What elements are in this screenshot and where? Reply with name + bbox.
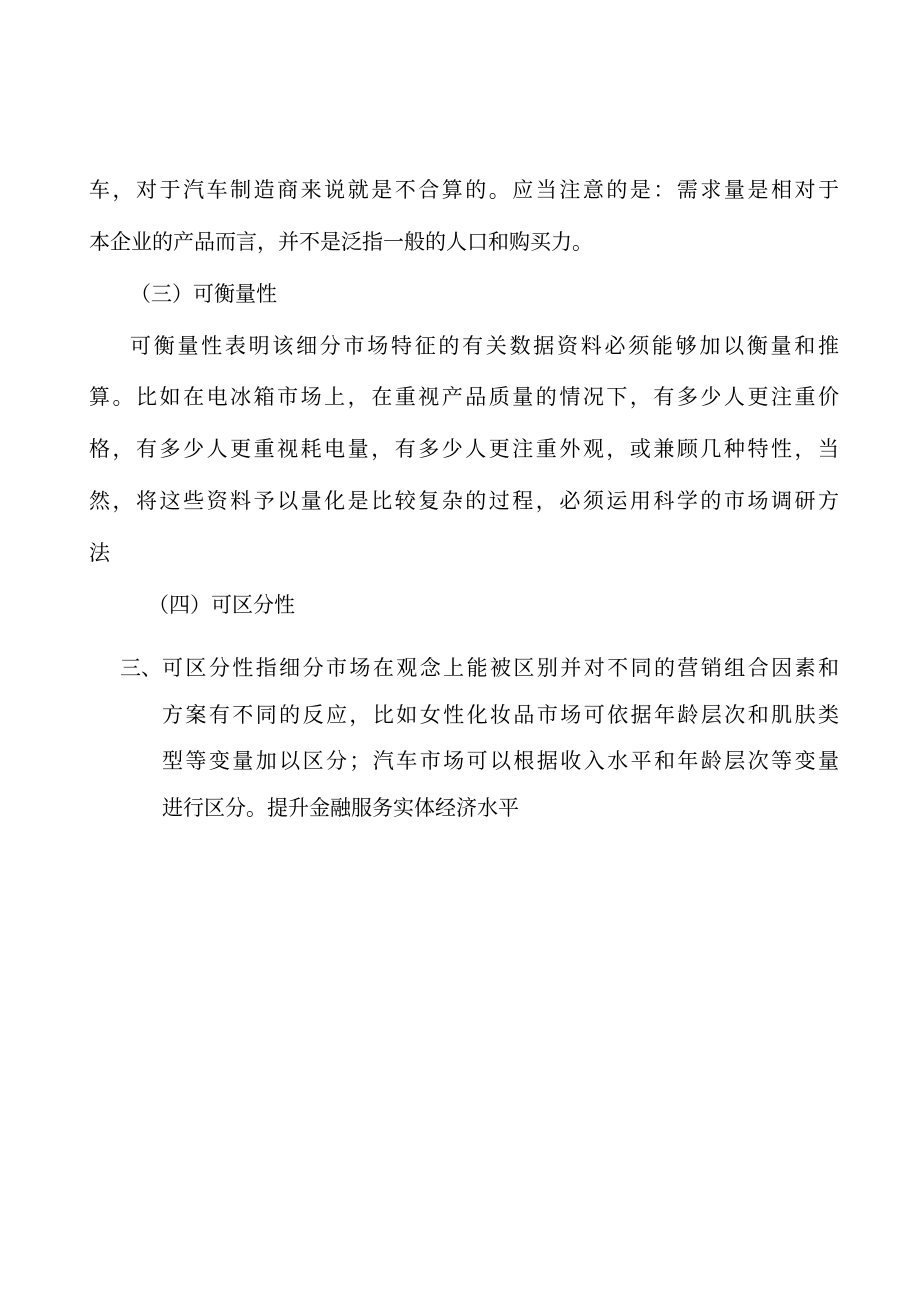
paragraph-2-line-5: 法 xyxy=(89,541,110,565)
list-item-line-4: 进行区分。提升金融服务实体经济水平 xyxy=(162,796,519,820)
section-heading-3: （三）可衡量性 xyxy=(130,282,277,306)
paragraph-2-line-1: 可衡量性表明该细分市场特征的有关数据资料必须能够加以衡量和推 xyxy=(130,334,839,358)
list-item-line-3: 型等变量加以区分；汽车市场可以根据收入水平和年龄层次等变量 xyxy=(162,749,839,773)
list-item-line-1: 可区分性指细分市场在观念上能被区别并对不同的营销组合因素和 xyxy=(162,656,839,680)
list-item-line-2: 方案有不同的反应，比如女性化妆品市场可依据年龄层次和肌肤类 xyxy=(162,703,839,727)
list-item-marker: 三、 xyxy=(120,656,162,680)
paragraph-2-line-3: 格，有多少人更重视耗电量，有多少人更注重外观，或兼顾几种特性，当 xyxy=(89,437,839,461)
section-heading-4: （四）可区分性 xyxy=(148,593,295,617)
paragraph-2-line-2: 算。比如在电冰箱市场上，在重视产品质量的情况下，有多少人更注重价 xyxy=(89,385,839,409)
paragraph-1-line-2: 本企业的产品而言，并不是泛指一般的人口和购买力。 xyxy=(89,230,593,254)
paragraph-1-line-1: 车，对于汽车制造商来说就是不合算的。应当注意的是：需求量是相对于 xyxy=(89,178,839,202)
paragraph-2-line-4: 然，将这些资料予以量化是比较复杂的过程，必须运用科学的市场调研方 xyxy=(89,489,839,513)
